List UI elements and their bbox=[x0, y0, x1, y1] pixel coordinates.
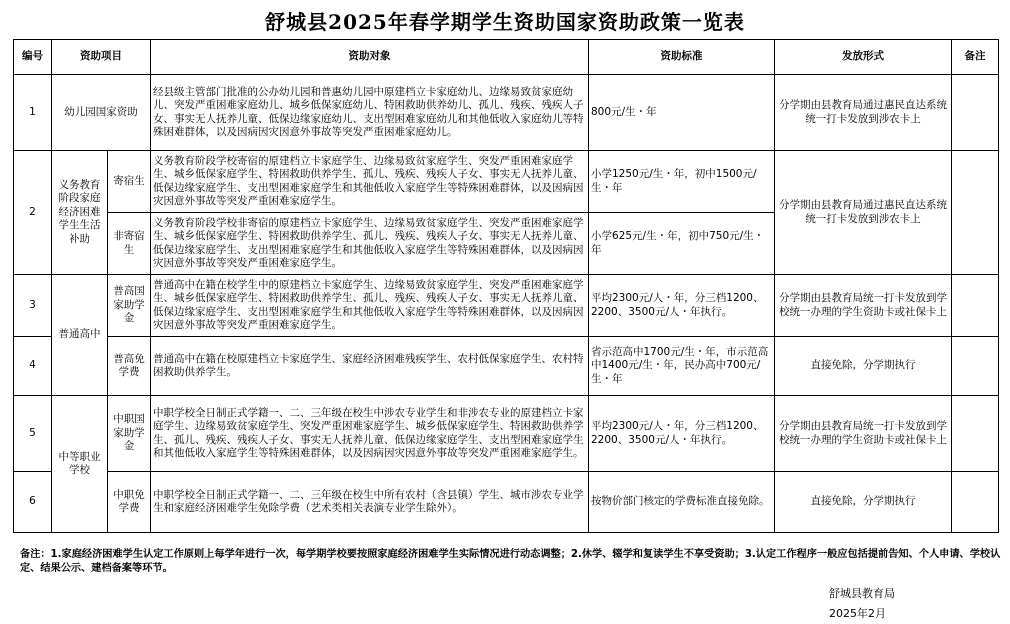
target-text: 普通高中在籍在校原建档立卡家庭学生、家庭经济困难残疾学生、农村低保家庭学生、农村特困救助供养学生。 bbox=[151, 337, 589, 396]
remark-cell bbox=[952, 275, 999, 337]
table-row bbox=[14, 75, 999, 151]
group-name: 普通高中 bbox=[52, 275, 108, 396]
header-method: 发放形式 bbox=[775, 40, 952, 75]
header-remark: 备注 bbox=[952, 40, 999, 75]
standard-text: 小学625元/生・年，初中750元/生・年 bbox=[589, 213, 775, 275]
sub-project: 寄宿生 bbox=[108, 151, 151, 213]
remark-cell bbox=[952, 396, 999, 472]
standard-text: 小学1250元/生・年，初中1500元/生・年 bbox=[589, 151, 775, 213]
header-row bbox=[14, 40, 999, 75]
table-row bbox=[14, 337, 999, 396]
sub-project: 普高免学费 bbox=[108, 337, 151, 396]
target-text: 义务教育阶段学校寄宿的原建档立卡家庭学生、边缘易致贫家庭学生、突发严重困难家庭学生、城乡低保家庭学生、特困救助供养学生、孤儿、残疾、残疾人子女、事实无人抚养儿童、低保边缘家庭学生、支出型困难家庭学生和其他低收入家庭学生等特殊困难群体，以及因病因灾因意外事故等突发严重困难家庭学生。 bbox=[151, 151, 589, 213]
row-number: 2 bbox=[14, 151, 52, 275]
standard-text: 按物价部门核定的学费标准直接免除。 bbox=[589, 472, 775, 533]
sub-project: 普高国家助学金 bbox=[108, 275, 151, 337]
project-name: 幼儿园国家资助 bbox=[52, 75, 151, 151]
header-standard: 资助标准 bbox=[589, 40, 775, 75]
row-number: 1 bbox=[14, 75, 52, 151]
page-title: 舒城县2025年春学期学生资助国家资助政策一览表 bbox=[265, 10, 745, 34]
sub-project: 非寄宿生 bbox=[108, 213, 151, 275]
header-target: 资助对象 bbox=[151, 40, 589, 75]
sub-project: 中职国家助学金 bbox=[108, 396, 151, 472]
policy-table bbox=[13, 39, 999, 533]
header-project: 资助项目 bbox=[52, 40, 151, 75]
target-text: 中职学校全日制正式学籍一、二、三年级在校生中所有农村（含县镇）学生、城市涉农专业学生和家庭经济困难学生免除学费（艺术类相关表演专业学生除外）。 bbox=[151, 472, 589, 533]
table-row bbox=[14, 151, 999, 213]
remark-cell bbox=[952, 151, 999, 275]
footnote: 备注：1.家庭经济困难学生认定工作原则上每学年进行一次，每学期学校要按照家庭经济困难学生实际情况进行动态调整；2.休学、辍学和复读学生不享受资助；3.认定工作程序一般应包括提前告知、个人申请、学校认定、结果公示、建档备案等环节。 bbox=[20, 549, 1001, 574]
row-number: 4 bbox=[14, 337, 52, 396]
header-no: 编号 bbox=[14, 40, 52, 75]
method-text: 直接免除，分学期执行 bbox=[775, 472, 952, 533]
row-number: 3 bbox=[14, 275, 52, 337]
table-row bbox=[14, 472, 999, 533]
method-text: 分学期由县教育局统一打卡发放到学校统一办理的学生资助卡或社保卡上 bbox=[775, 275, 952, 337]
table-row bbox=[14, 275, 999, 337]
table-row bbox=[14, 396, 999, 472]
signature-date: 2025年2月 bbox=[829, 607, 886, 620]
remark-cell bbox=[952, 75, 999, 151]
target-text: 经县级主管部门批准的公办幼儿园和普惠幼儿园中原建档立卡家庭幼儿、边缘易致贫家庭幼儿、突发严重困难家庭幼儿、城乡低保家庭幼儿、特困救助供养幼儿、孤儿、残疾、残疾人子女、事实无人抚养儿童、低保边缘家庭幼儿、支出型困难家庭幼儿和其他低收入家庭幼儿等特殊困难群体，以及因病因灾因意外事故等突发严重困难家庭幼儿。 bbox=[151, 75, 589, 151]
remark-cell bbox=[952, 337, 999, 396]
row-number: 5 bbox=[14, 396, 52, 472]
method-text: 直接免除，分学期执行 bbox=[775, 337, 952, 396]
sub-project: 中职免学费 bbox=[108, 472, 151, 533]
signature-block bbox=[829, 584, 895, 624]
group-name: 中等职业学校 bbox=[52, 396, 108, 533]
target-text: 义务教育阶段学校非寄宿的原建档立卡家庭学生、边缘易致贫家庭学生、突发严重困难家庭学生、城乡低保家庭学生、特困救助供养学生、孤儿、残疾、残疾人子女、事实无人抚养儿童、低保边缘家庭学生、支出型困难家庭学生和其他低收入家庭学生等特殊困难群体，以及因病因灾因意外事故等突发严重困难家庭学生。 bbox=[151, 213, 589, 275]
method-text: 分学期由县教育局通过惠民直达系统统一打卡发放到涉农卡上 bbox=[775, 75, 952, 151]
standard-text: 省示范高中1700元/生・年，市示范高中1400元/生・年，民办高中700元/生・年 bbox=[589, 337, 775, 396]
row-number: 6 bbox=[14, 472, 52, 533]
standard-text: 平均2300元/人・年，分三档1200、2200、3500元/人・年执行。 bbox=[589, 275, 775, 337]
target-text: 中职学校全日制正式学籍一、二、三年级在校生中涉农专业学生和非涉农专业的原建档立卡家庭学生、边缘易致贫家庭学生、突发严重困难家庭学生、城乡低保家庭学生、特困救助供养学生、孤儿、残疾、残疾人子女、事实无人抚养儿童、低保边缘家庭学生、支出型困难家庭学生和其他低收入家庭学生等特殊困难群体，以及因病因灾因意外事故等突发严重困难家庭学生。 bbox=[151, 396, 589, 472]
remark-cell bbox=[952, 472, 999, 533]
target-text: 普通高中在籍在校学生中的原建档立卡家庭学生、边缘易致贫家庭学生、突发严重困难家庭学生、城乡低保家庭学生、特困救助供养学生、孤儿、残疾、残疾人子女、事实无人抚养儿童、低保边缘家庭学生、支出型困难家庭学生和其他低收入家庭学生等特殊困难群体，以及因病因灾因意外事故等突发严重困难家庭学生。 bbox=[151, 275, 589, 337]
signature-org: 舒城县教育局 bbox=[829, 587, 895, 600]
project-name: 义务教育阶段家庭经济困难学生生活补助 bbox=[52, 151, 108, 275]
standard-text: 800元/生・年 bbox=[589, 75, 775, 151]
standard-text: 平均2300元/人・年，分三档1200、2200、3500元/人・年执行。 bbox=[589, 396, 775, 472]
method-text: 分学期由县教育局通过惠民直达系统统一打卡发放到涉农卡上 bbox=[775, 151, 952, 275]
method-text: 分学期由县教育局统一打卡发放到学校统一办理的学生资助卡或社保卡上 bbox=[775, 396, 952, 472]
